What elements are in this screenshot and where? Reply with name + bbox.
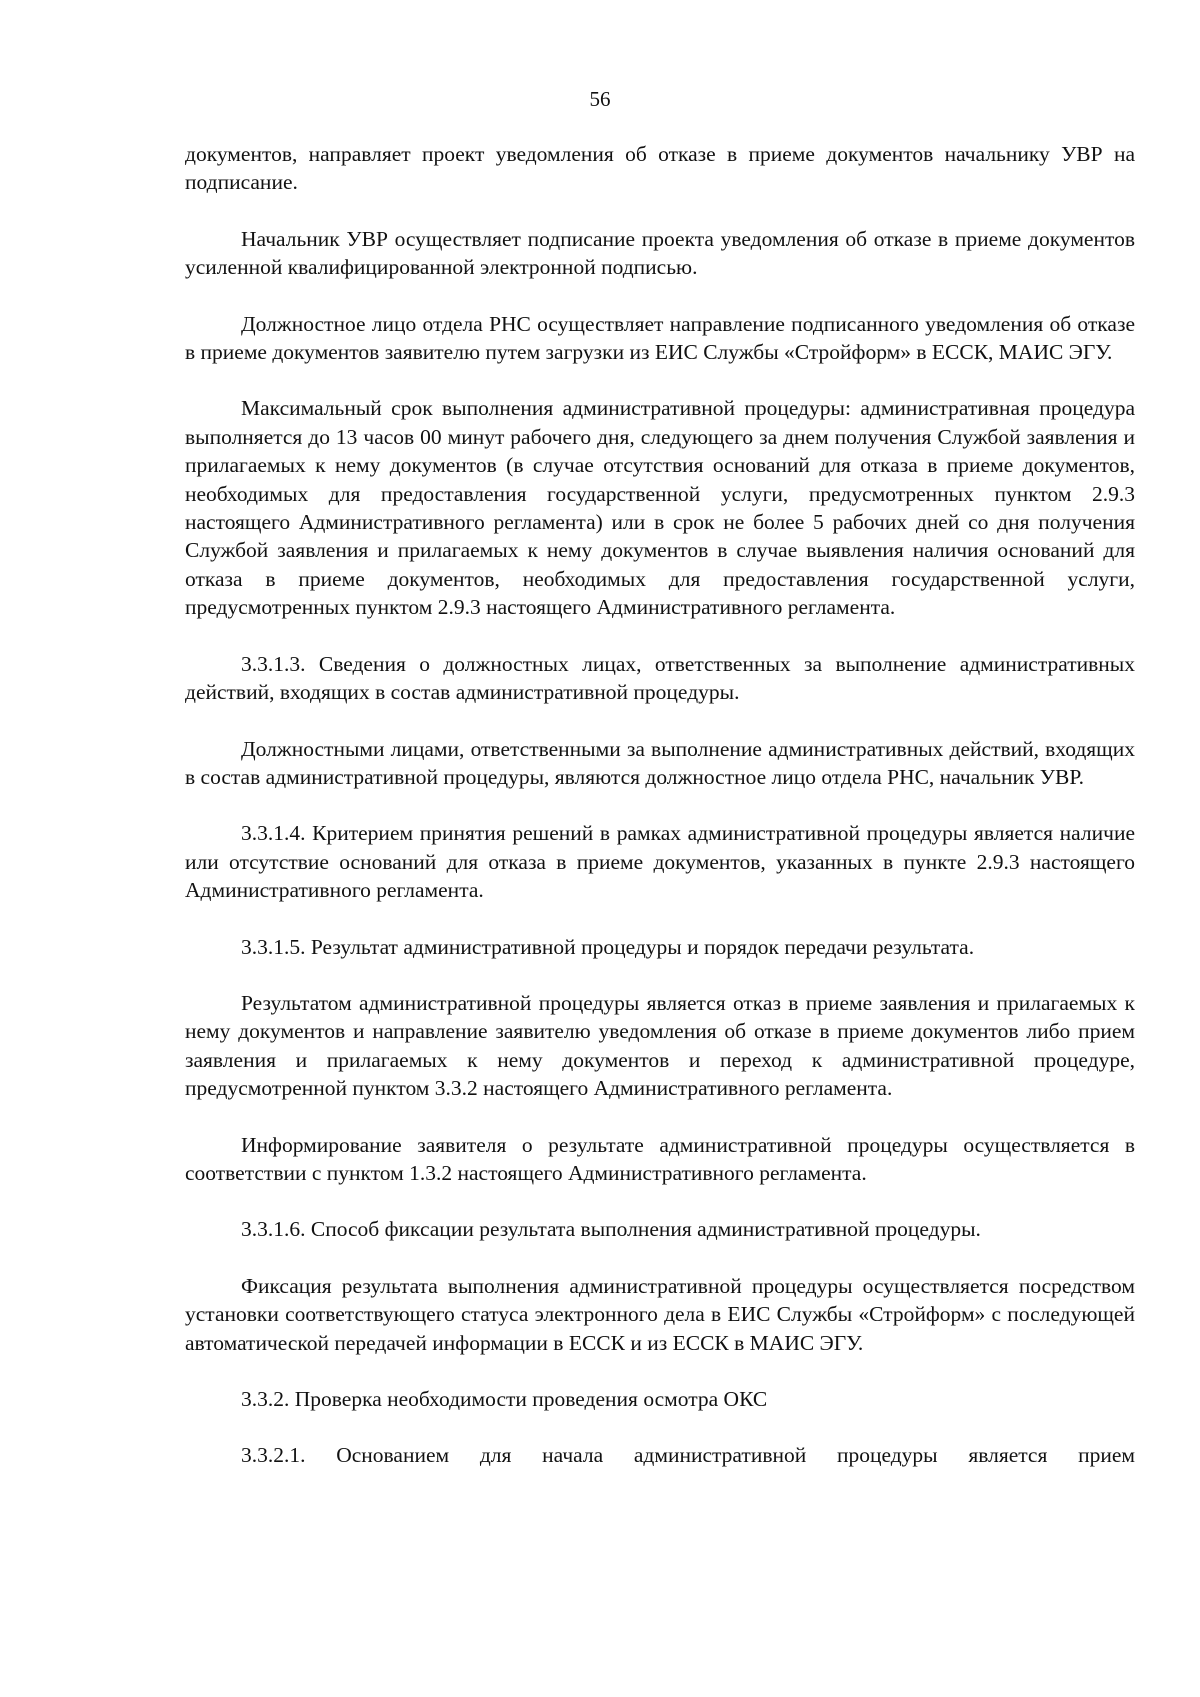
paragraph-3-3-1-6: 3.3.1.6. Способ фиксации результата выполнения административной процедуры. — [241, 1217, 981, 1242]
paragraph-3-3-2-1: 3.3.2.1. Основанием для начала административной процедуры является прием — [241, 1443, 1135, 1468]
paragraph-continuation: документов, направляет проект уведомления об отказе в приеме документов начальнику УВР на подписание. — [185, 142, 1135, 195]
paragraph-result: Результатом административной процедуры является отказ в приеме заявления и прилагаемых к нему документов и направление заявителю уведомления об отказе в приеме документов либо прием заявления и прилагаемых к нему документов и переход к административной процедуре, предусмотренной пунктом 3.3.2 настоящего Административного регламента. — [185, 990, 1135, 1101]
paragraph-fixation: Фиксация результата выполнения административной процедуры осуществляется посредством установки соответствующего статуса электронного дела в ЕИС Службы «Стройформ» с последующей автоматической передачей информации в ЕССК и из ЕССК в МАИС ЭГУ. — [185, 1273, 1135, 1355]
paragraph-responsible-persons: Должностными лицами, ответственными за выполнение административных действий, входящих в состав административной процедуры, являются должностное лицо отдела РНС, начальник УВР. — [185, 736, 1135, 789]
paragraph-3-3-2: 3.3.2. Проверка необходимости проведения осмотра ОКС — [241, 1387, 768, 1411]
paragraph-signing: Начальник УВР осуществляет подписание проекта уведомления об отказе в приеме документов усиленной квалифицированной электронной подписью. — [185, 226, 1135, 280]
paragraph-3-3-1-3: 3.3.1.3. Сведения о должностных лицах, ответственных за выполнение административных действий, входящих в состав административной процедуры. — [185, 651, 1135, 705]
page-number: 56 — [589, 87, 611, 111]
paragraph-3-3-1-5: 3.3.1.5. Результат административной процедуры и порядок передачи результата. — [241, 934, 975, 959]
paragraph-3-3-1-4: 3.3.1.4. Критерием принятия решений в рамках административной процедуры является наличие или отсутствие оснований для отказа в приеме документов, указанных в пункте 2.9.3 настоящего Административного регламента. — [185, 821, 1135, 903]
document-body — [185, 140, 1135, 1470]
paragraph-sending-notice: Должностное лицо отдела РНС осуществляет направление подписанного уведомления об отказе в приеме документов заявителю путем загрузки из ЕИС Службы «Стройформ» в ЕССК, МАИС ЭГУ. — [185, 311, 1135, 365]
paragraph-informing: Информирование заявителя о результате административной процедуры осуществляется в соответствии с пунктом 1.3.2 настоящего Административного регламента. — [185, 1132, 1135, 1185]
paragraph-max-term: Максимальный срок выполнения административной процедуры: административная процедура выполняется до 13 часов 00 минут рабочего дня, следующего за днем получения Службой заявления и прилагаемых к нему документов (в случае отсутствия оснований для отказа в приеме документов, необходимых для предоставления государственной услуги, предусмотренных пунктом 2.9.3 настоящего Административного регламента) или в срок не более 5 рабочих дней со дня получения Службой заявления и прилагаемых к нему документов в случае выявления наличия оснований для отказа в приеме документов, необходимых для предоставления государственной услуги, предусмотренных пунктом 2.9.3 настоящего Административного регламента. — [185, 396, 1135, 620]
